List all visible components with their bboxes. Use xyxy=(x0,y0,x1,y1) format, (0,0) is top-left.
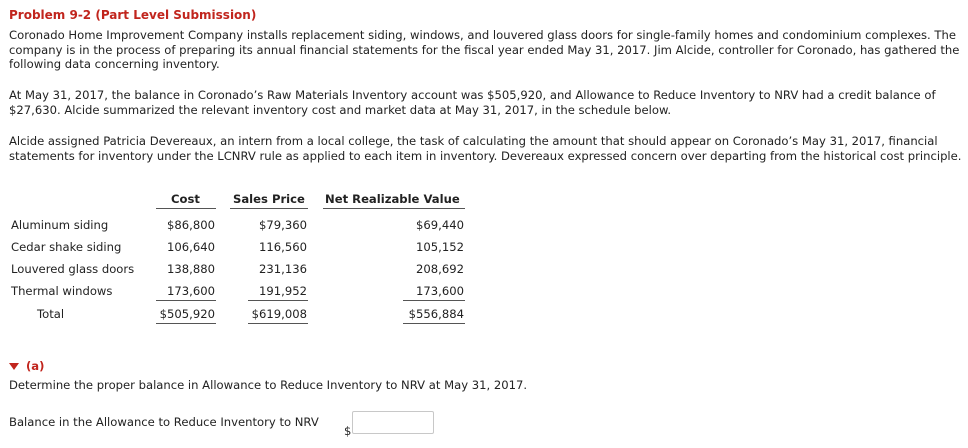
row-item-louvered-glass-doors: Louvered glass doors xyxy=(11,262,135,276)
total-sales-price: $619,008 xyxy=(251,307,307,321)
row-sales-price: 116,560 xyxy=(259,240,307,254)
header-cost: Cost xyxy=(171,192,200,206)
row-item-thermal-windows: Thermal windows xyxy=(11,284,113,298)
row-cost: 173,600 xyxy=(167,284,215,298)
row-nrv: 173,600 xyxy=(416,284,464,298)
part-a-label: (a) xyxy=(26,359,45,373)
row-sales-price: $79,360 xyxy=(259,218,307,232)
row-cost: $86,800 xyxy=(167,218,215,232)
row-item-aluminum-siding: Aluminum siding xyxy=(11,218,109,232)
row-sales-price: 231,136 xyxy=(259,262,307,276)
part-a-question: Determine the proper balance in Allowance to Reduce Inventory to NRV at May 31, 2017. xyxy=(9,378,528,392)
total-underline-sales xyxy=(248,323,308,324)
header-underline-cost xyxy=(156,208,216,209)
total-label: Total xyxy=(37,307,65,321)
total-topline-nrv xyxy=(403,300,465,301)
currency-symbol: $ xyxy=(344,424,352,438)
row-nrv: 105,152 xyxy=(416,240,464,254)
row-nrv: $69,440 xyxy=(416,218,464,232)
caret-down-icon xyxy=(9,363,19,370)
header-nrv: Net Realizable Value xyxy=(325,192,460,206)
row-cost: 138,880 xyxy=(167,262,215,276)
total-underline-nrv xyxy=(403,323,465,324)
row-sales-price: 191,952 xyxy=(259,284,307,298)
total-topline-cost xyxy=(156,300,216,301)
assignment-paragraph: Alcide assigned Patricia Devereaux, an intern from a local college, the task of calculating the amount that should appear on Coronado’s May 31, 2017, financial statements for inventory under the LCNRV rule as applied to each item in inventory. Devereaux expressed concern over departing from the historical cost principle. xyxy=(9,134,962,163)
header-sales-price: Sales Price xyxy=(233,192,305,206)
total-topline-sales xyxy=(248,300,308,301)
part-a-toggle[interactable] xyxy=(9,359,44,373)
header-underline-nrv xyxy=(323,208,465,209)
intro-paragraph: Coronado Home Improvement Company installs replacement siding, windows, and louvered glass doors for single-family homes and condominium complexes. The company is in the process of preparing its annual financial statements for the fiscal year ended May 31, 2017. Jim Alcide, controller for Coronado, has gathered the following data concerning inventory. xyxy=(9,28,960,71)
balance-paragraph: At May 31, 2017, the balance in Coronado’s Raw Materials Inventory account was $505,920, and Allowance to Reduce Inventory to NRV had a credit balance of $27,630. Alcide summarized the relevant inventory cost and market data at May 31, 2017, in the schedule below. xyxy=(9,88,936,117)
problem-title: Problem 9-2 (Part Level Submission) xyxy=(9,8,257,22)
row-nrv: 208,692 xyxy=(416,262,464,276)
answer-label: Balance in the Allowance to Reduce Inventory to NRV xyxy=(9,415,319,429)
row-item-cedar-shake-siding: Cedar shake siding xyxy=(11,240,122,254)
row-cost: 106,640 xyxy=(167,240,215,254)
allowance-balance-input[interactable] xyxy=(352,411,434,434)
total-underline-cost xyxy=(156,323,216,324)
total-cost: $505,920 xyxy=(159,307,215,321)
total-nrv: $556,884 xyxy=(408,307,464,321)
header-underline-sales xyxy=(230,208,308,209)
